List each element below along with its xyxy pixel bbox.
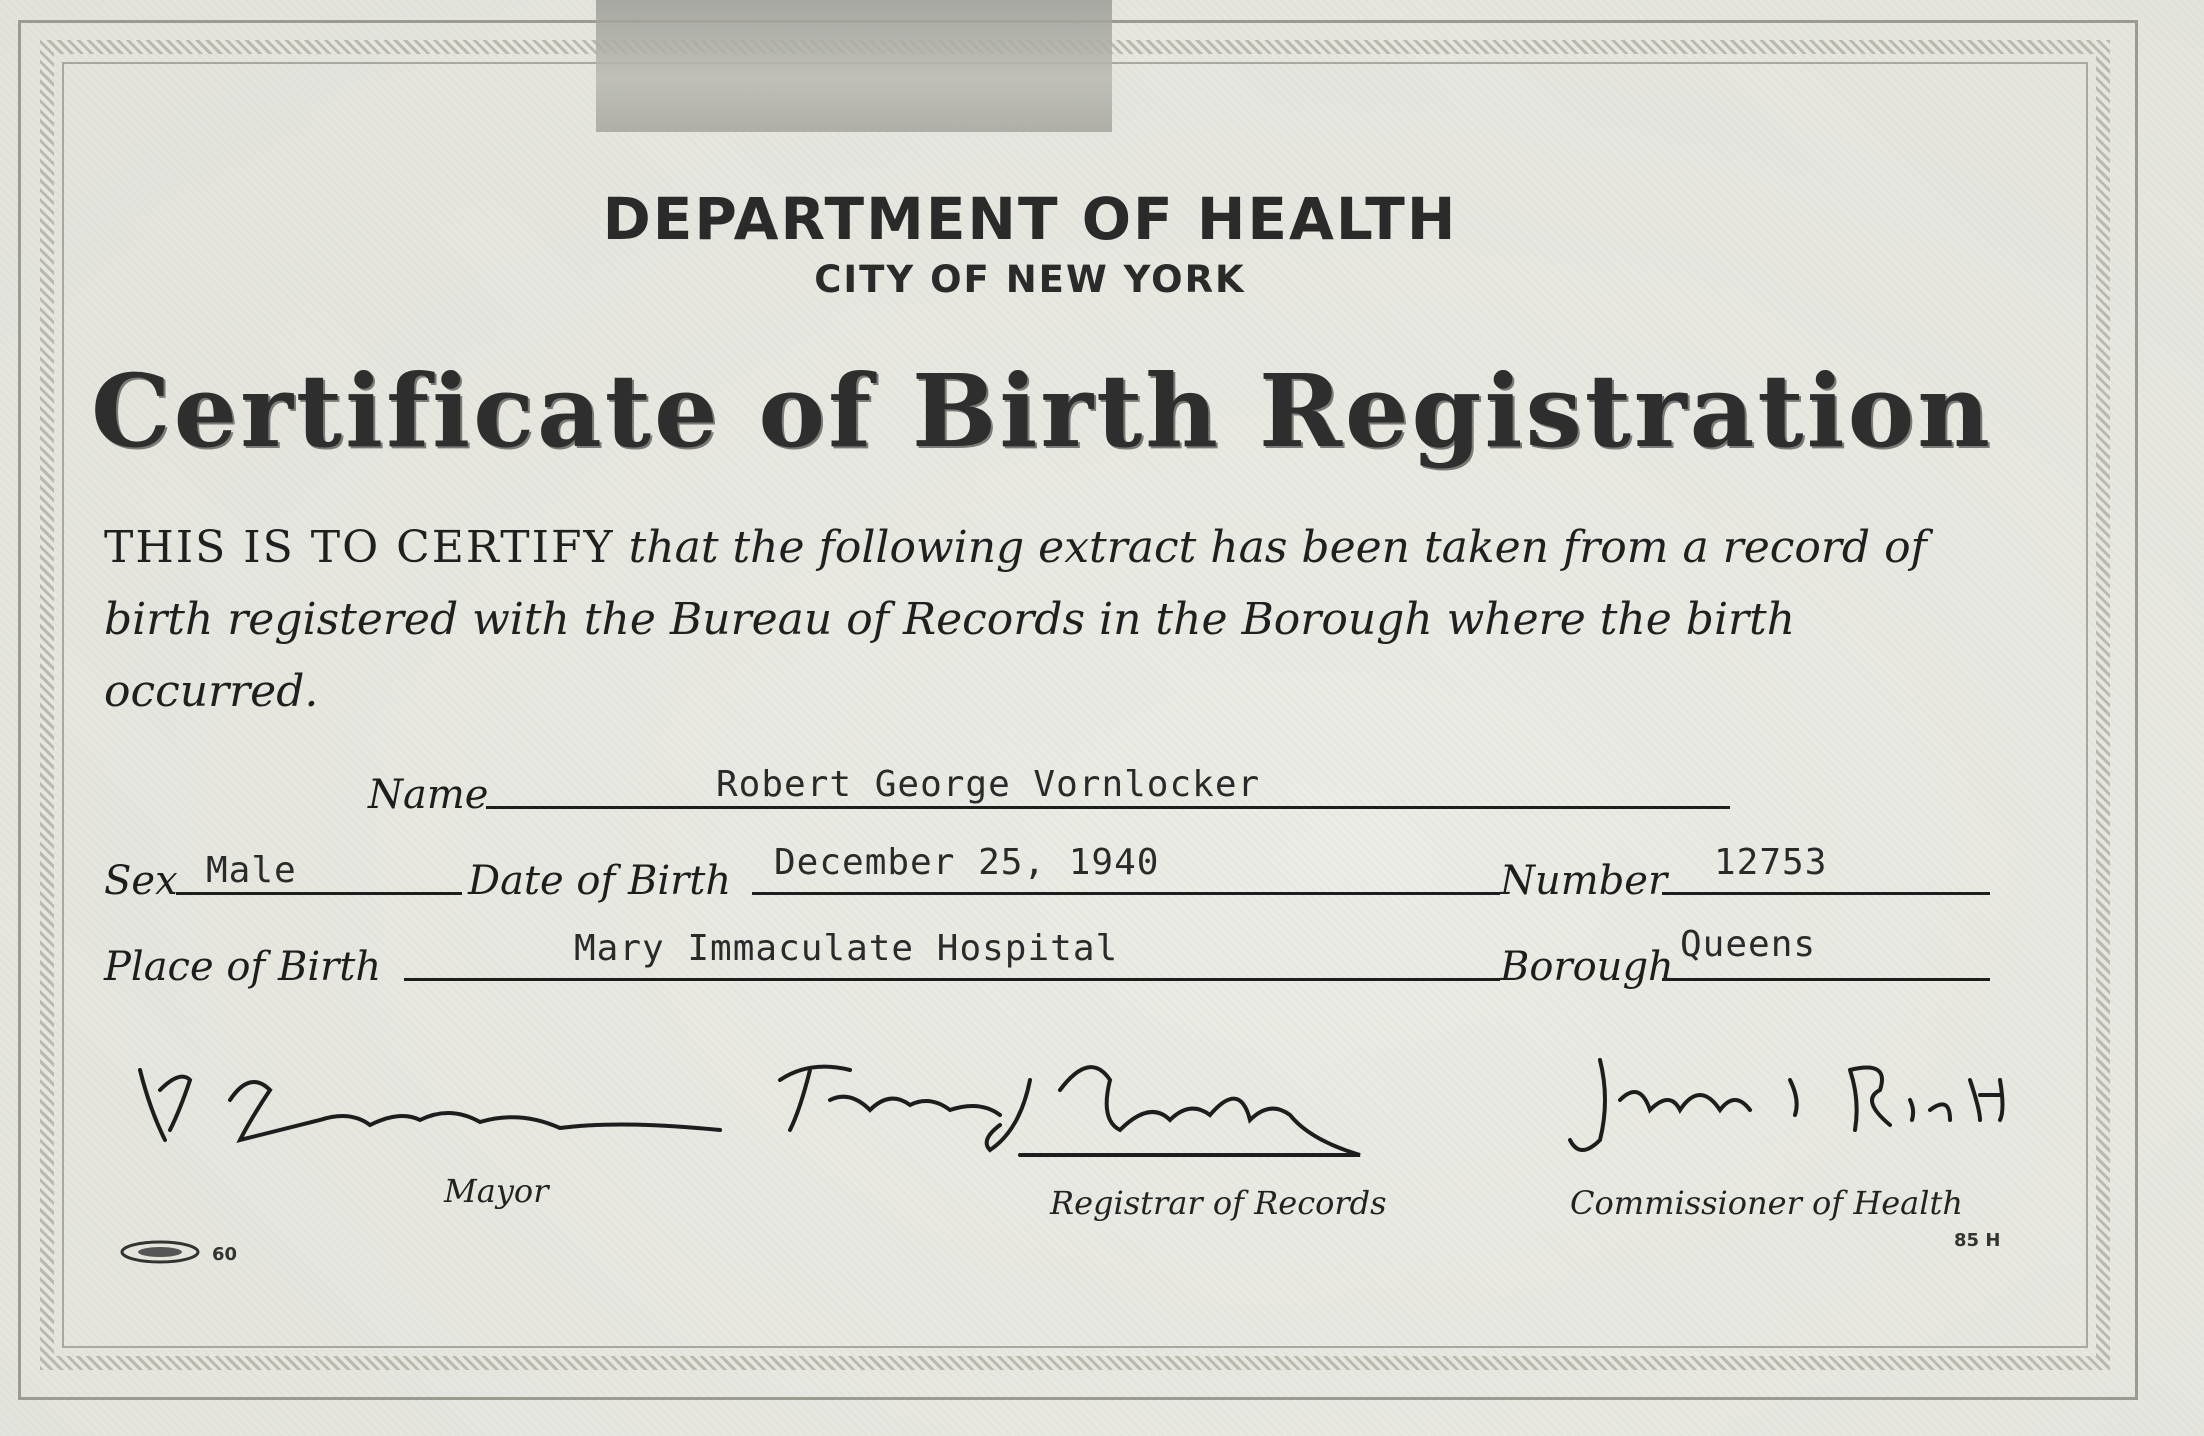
borough-line: [1662, 978, 1990, 981]
number-value: 12753: [1714, 842, 1828, 883]
borough-label: Borough: [1500, 944, 1674, 990]
mayor-title: Mayor: [444, 1172, 549, 1210]
dob-label: Date of Birth: [468, 858, 732, 904]
number-line: [1662, 892, 1990, 895]
department-heading: DEPARTMENT OF HEALTH: [602, 185, 1458, 253]
certificate-title: Certificate of Birth Registration: [90, 352, 1994, 470]
sex-value: Male: [206, 850, 297, 891]
dob-value: December 25, 1940: [774, 842, 1160, 883]
city-heading: CITY OF NEW YORK: [814, 258, 1246, 301]
sex-line: [176, 892, 462, 895]
tape-strip: [596, 0, 1112, 132]
certify-text: that the following extract has been taken from a record of birth registered with the Bureau of Records in the Borough where the birth occurred.: [104, 522, 1927, 717]
name-label: Name: [368, 772, 489, 818]
number-label: Number: [1500, 858, 1668, 904]
certification-statement: [104, 512, 2004, 728]
place-label: Place of Birth: [104, 944, 382, 990]
sex-label: Sex: [104, 858, 178, 904]
name-line: [486, 806, 1730, 809]
borough-value: Queens: [1680, 924, 1817, 965]
certify-caps: THIS IS TO CERTIFY: [104, 522, 615, 573]
registrar-signature: [770, 1040, 1370, 1170]
place-line: [404, 978, 1500, 981]
name-value: Robert George Vornlocker: [716, 764, 1261, 805]
commissioner-signature: [1560, 1040, 2020, 1170]
right-form-code: 85 H: [1954, 1230, 2001, 1251]
union-label-icon: [118, 1238, 208, 1266]
place-value: Mary Immaculate Hospital: [574, 928, 1119, 969]
dob-line: [752, 892, 1500, 895]
commissioner-title: Commissioner of Health: [1570, 1184, 1963, 1222]
registrar-title: Registrar of Records: [1050, 1184, 1387, 1222]
left-form-code: 60: [212, 1244, 238, 1265]
mayor-signature: [120, 1050, 740, 1160]
